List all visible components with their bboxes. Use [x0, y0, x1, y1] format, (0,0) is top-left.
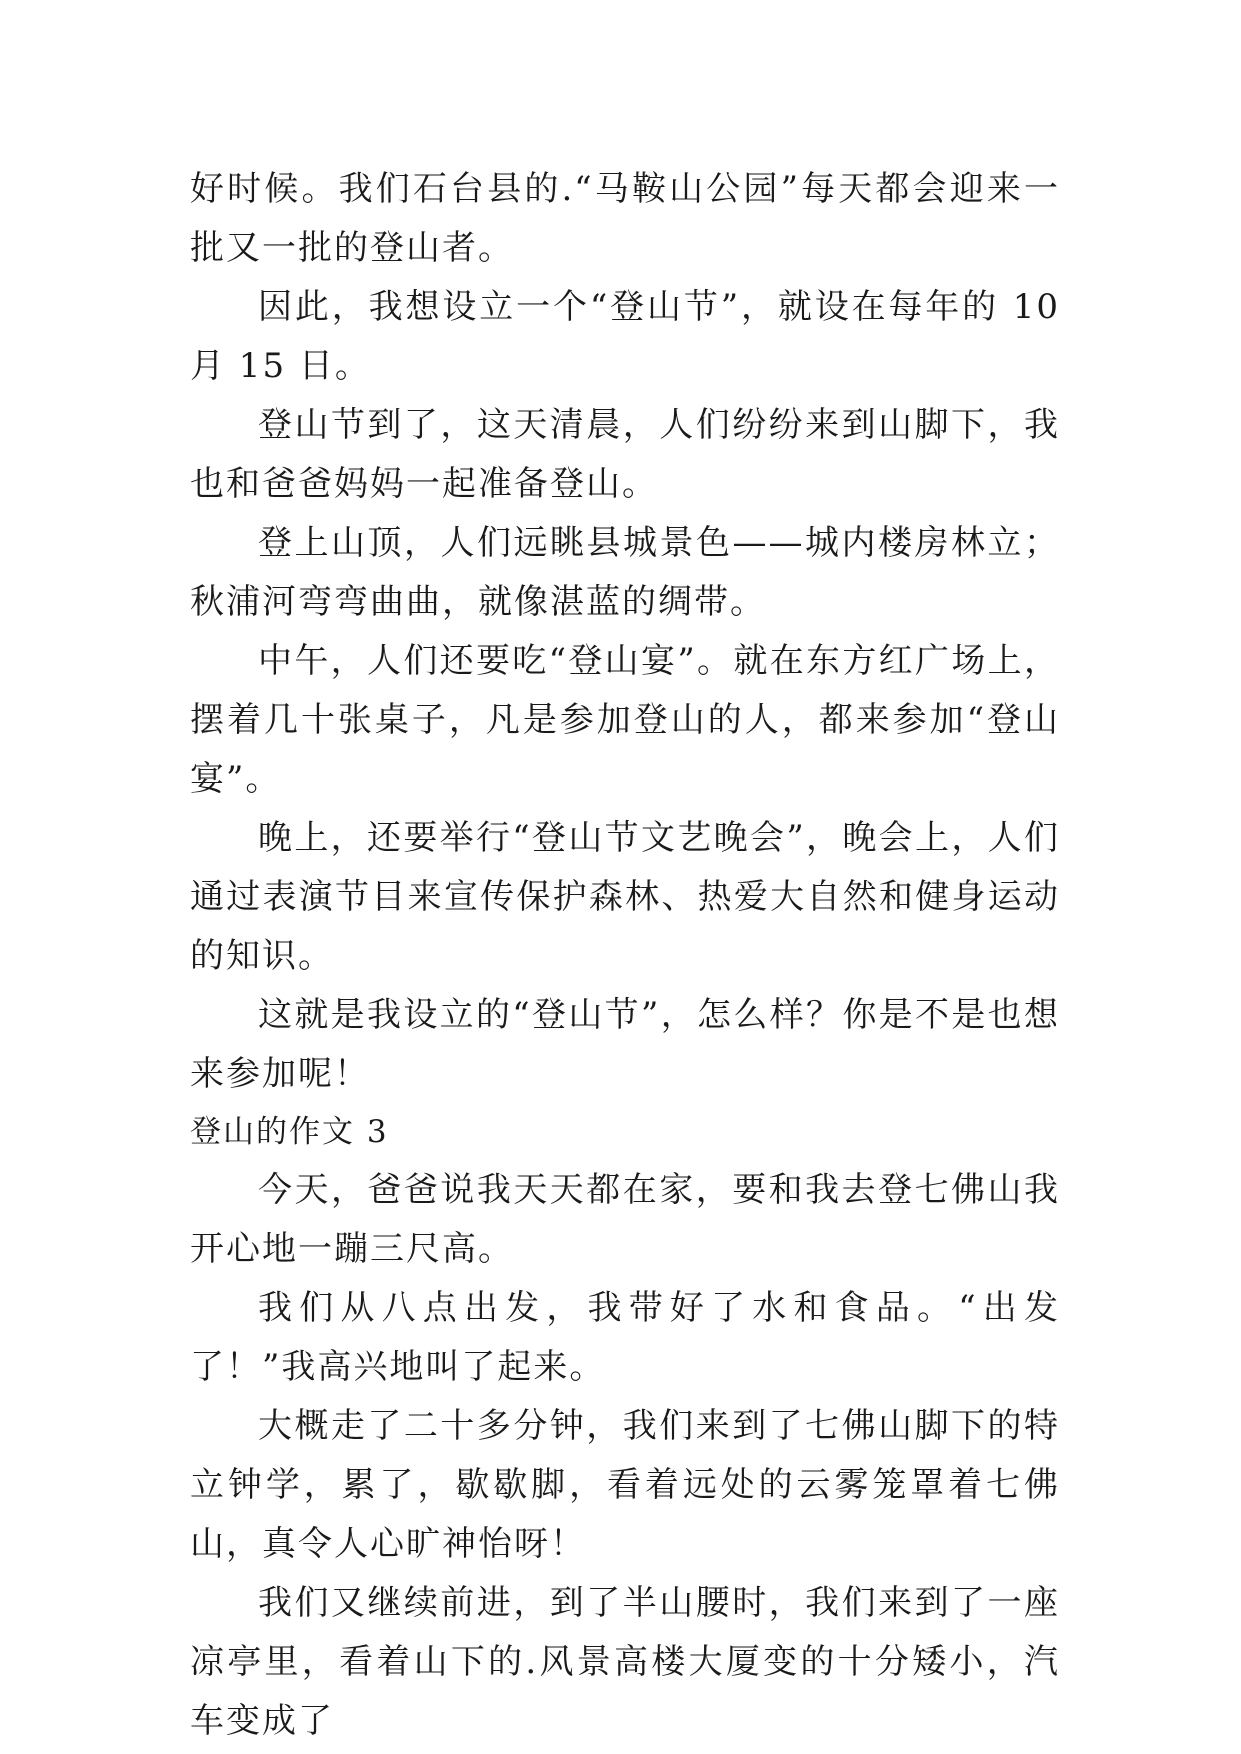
paragraph: 我们又继续前进，到了半山腰时，我们来到了一座凉亭里，看着山下的.风景高楼大厦变的十分矮小，汽车变成了: [190, 1583, 1060, 1741]
paragraph: 这就是我设立的“登山节”，怎么样？你是不是也想来参加呢！: [190, 995, 1060, 1094]
paragraph: 因此，我想设立一个“登山节”，就设在每年的 10 月 15 日。: [190, 287, 1060, 386]
section-title: 登山的作文 3: [190, 1114, 389, 1150]
paragraph: 登上山顶，人们远眺县城景色——城内楼房林立；秋浦河弯弯曲曲，就像湛蓝的绸带。: [190, 523, 1060, 622]
paragraph: 中午，人们还要吃“登山宴”。就在东方红广场上，摆着几十张桌子，凡是参加登山的人，都来参加“登山宴”。: [190, 641, 1060, 799]
paragraph: 我们从八点出发，我带好了水和食品。“出发了！”我高兴地叫了起来。: [190, 1288, 1060, 1387]
paragraph: 登山节到了，这天清晨，人们纷纷来到山脚下，我也和爸爸妈妈一起准备登山。: [190, 405, 1060, 504]
document-body: [190, 160, 1060, 1751]
paragraph: 好时候。我们石台县的.“马鞍山公园”每天都会迎来一批又一批的登山者。: [190, 169, 1060, 268]
paragraph: 大概走了二十多分钟，我们来到了七佛山脚下的特立钟学，累了，歇歇脚，看着远处的云雾笼罩着七佛山，真令人心旷神怡呀！: [190, 1406, 1060, 1564]
paragraph: 晚上，还要举行“登山节文艺晚会”，晚会上，人们通过表演节目来宣传保护森林、热爱大自然和健身运动的知识。: [190, 818, 1060, 976]
paragraph: 今天，爸爸说我天天都在家，要和我去登七佛山我开心地一蹦三尺高。: [190, 1170, 1060, 1269]
